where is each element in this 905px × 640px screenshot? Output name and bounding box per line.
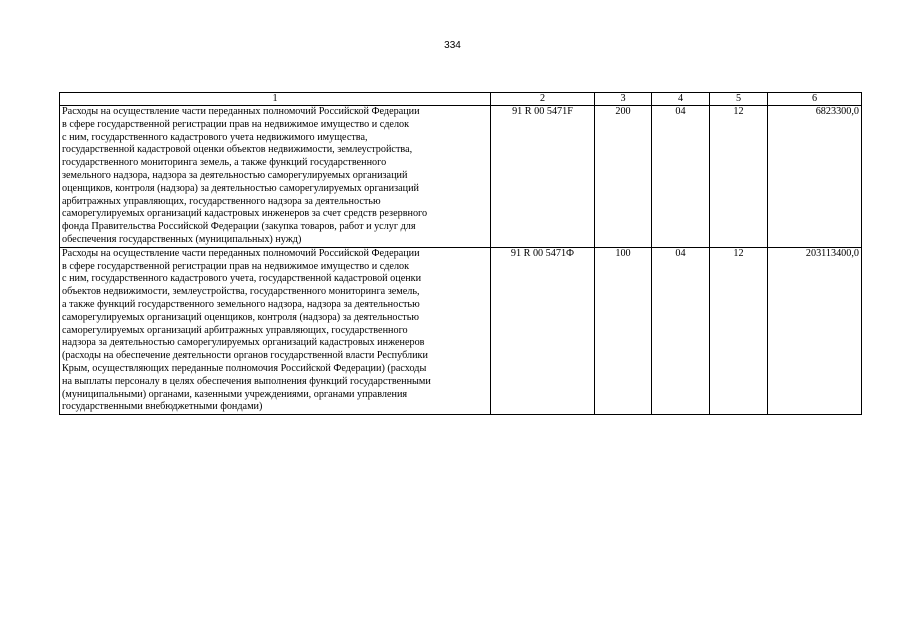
header-col-3: 3: [595, 93, 652, 106]
page-number: 334: [444, 40, 461, 51]
row-description: Расходы на осуществление части переданных полномочий Российской Федерации в сфере государственной регистрации прав на недвижимое имущество и сделок с ним, государственного кадастрового учета, государственной кадастровой оценки объектов недвижимости, землеустройства, государственного мониторинга земель, а также функций государственного земельного надзора, надзора за деятельностью саморегулируемых организаций оценщиков, контроля (надзора) за деятельностью саморегулируемых организаций арбитражных управляющих, государственного надзора за деятельностью саморегулируемых организаций кадастровых инженеров (расходы на обеспечение деятельности органов государственной власти Республики Крым, осуществляющих переданные полномочия Российской Федерации) (расходы на выплаты персоналу в целях обеспечения выполнения функций государственными (муниципальными) органами, казенными учреждениями, органами управления государственными внебюджетными фондами): [60, 247, 491, 414]
budget-table: [59, 92, 862, 415]
row-target-code: 91 R 00 5471Ф: [491, 247, 595, 414]
row-expense-type: 100: [595, 247, 652, 414]
row-expense-type: 200: [595, 106, 652, 248]
row-amount: 6823300,0: [768, 106, 862, 248]
row-section: 04: [652, 247, 710, 414]
table-row: [60, 106, 862, 248]
header-row: [60, 93, 862, 106]
table-row: [60, 247, 862, 414]
row-subsection: 12: [710, 247, 768, 414]
row-amount: 203113400,0: [768, 247, 862, 414]
header-col-5: 5: [710, 93, 768, 106]
row-description: Расходы на осуществление части переданных полномочий Российской Федерации в сфере государственной регистрации прав на недвижимое имущество и сделок с ним, государственного кадастрового учета недвижимого имущества, государственной кадастровой оценки объектов недвижимости, землеустройства, государственного мониторинга земель, а также функций государственного земельного надзора, надзора за деятельностью саморегулируемых организаций оценщиков, контроля (надзора) за деятельностью саморегулируемых организаций арбитражных управляющих, государственного надзора за деятельностью саморегулируемых организаций кадастровых инженеров за счет средств резервного фонда Правительства Российской Федерации (закупка товаров, работ и услуг для обеспечения государственных (муниципальных) нужд): [60, 106, 491, 248]
row-subsection: 12: [710, 106, 768, 248]
row-section: 04: [652, 106, 710, 248]
header-col-2: 2: [491, 93, 595, 106]
header-col-4: 4: [652, 93, 710, 106]
header-col-1: 1: [60, 93, 491, 106]
row-target-code: 91 R 00 5471F: [491, 106, 595, 248]
header-col-6: 6: [768, 93, 862, 106]
